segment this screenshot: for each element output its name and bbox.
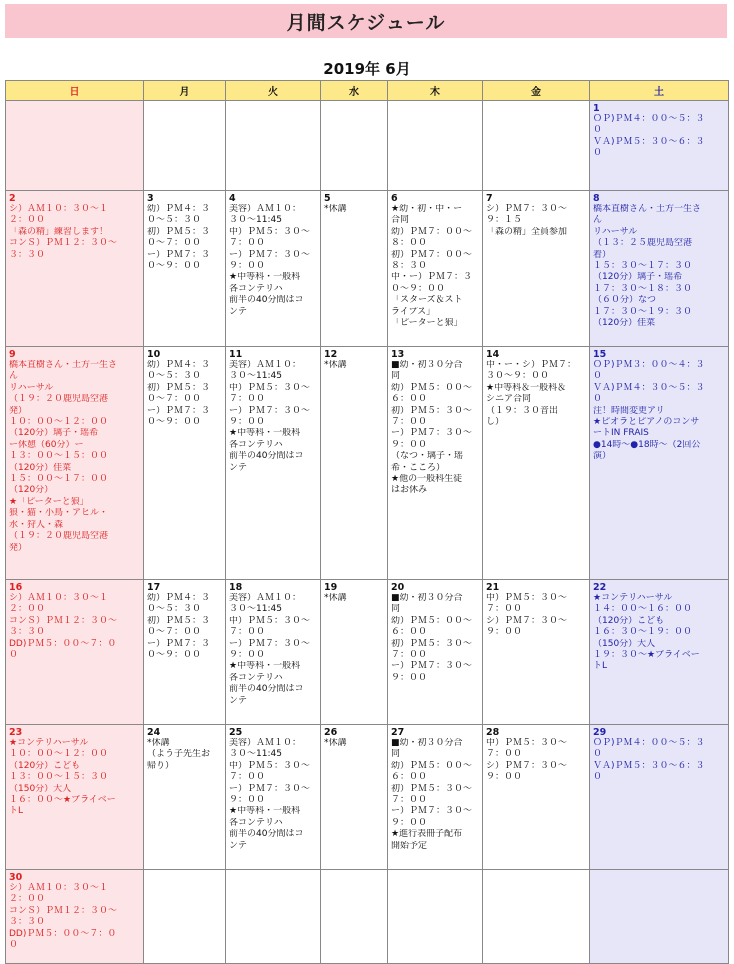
schedule-entry-line: 中）ＰＭ５：３０〜 [486, 593, 568, 603]
schedule-entry-line: ７：００ [391, 650, 428, 661]
schedule-entry-line: 幼）ＰＭ５：００〜 [391, 615, 473, 626]
schedule-entry-line: ０ [9, 940, 19, 951]
empty-day-cell [321, 101, 388, 191]
empty-day-cell [483, 870, 590, 964]
schedule-entry-line: はお休み [391, 485, 428, 496]
day-cell[interactable] [388, 191, 483, 347]
schedule-entry-line: ★ピオラとピアノのコンサ [593, 417, 700, 428]
schedule-entry-line: ３０〜11:45 [229, 604, 282, 615]
schedule-entry-line: ンテ [229, 462, 248, 473]
schedule-entry-line: 初）ＰＭ５：３ [147, 226, 211, 237]
schedule-entry-line: ー休憩（60分）ー [9, 439, 84, 450]
schedule-entry-line: シ）ＰＭ７：３０〜 [486, 615, 568, 626]
week-row [6, 191, 729, 347]
day-cell[interactable] [6, 725, 144, 870]
schedule-entry-line: ー）ＰＭ７：３０〜 [229, 638, 311, 649]
schedule-entry-line: ０ [593, 394, 603, 405]
schedule-entry-line: （よう子先生お [147, 749, 211, 760]
schedule-entry-line: （150分）大人 [593, 638, 656, 649]
schedule-entry-line: ０〜９：００ [391, 283, 446, 294]
schedule-entry-line: ０ [593, 148, 603, 159]
schedule-entry-line: リハーサル [593, 226, 638, 237]
week-row [6, 347, 729, 580]
schedule-entry-line: コンＳ）ＰＭ１２：３０〜 [9, 615, 118, 626]
schedule-entry-line: ７：００ [391, 417, 428, 428]
schedule-entry-line: ー）ＰＭ７：３０〜 [391, 661, 473, 672]
week-row [6, 101, 729, 191]
day-cell[interactable] [6, 191, 144, 347]
schedule-entry-line: ９：００ [486, 627, 523, 638]
week-row [6, 870, 729, 964]
day-cell[interactable] [144, 191, 226, 347]
schedule-entry-line: 前半の40分間はコ [229, 451, 304, 462]
empty-day-cell [144, 870, 226, 964]
schedule-entry-line: ６：００ [391, 394, 428, 405]
schedule-entry-line: ２：００ [9, 604, 46, 615]
schedule-entry-line: ３：３０ [9, 627, 46, 638]
schedule-entry-line: ー）ＰＭ７：３ [147, 405, 211, 416]
schedule-entry-line: シ）ＡＭ１０：３０〜１ [9, 883, 109, 893]
schedule-entry-line: ０〜９：００ [147, 650, 202, 661]
schedule-entry-line: シ）ＰＭ７：３０〜 [486, 204, 568, 214]
day-cell[interactable] [388, 580, 483, 725]
schedule-entry-line: 美容）ＡＭ１０： [229, 204, 302, 214]
schedule-entry-line: 初）ＰＭ５：３０〜 [391, 405, 473, 416]
weekday-header: 火 [226, 81, 321, 101]
schedule-entry-line: ９：１５ [486, 215, 523, 226]
schedule-entry-line: １０：００〜１２：００ [9, 749, 109, 760]
empty-day-cell [6, 101, 144, 191]
schedule-entry-line: 着） [593, 249, 612, 260]
schedule-entry-line: ３：３０ [9, 917, 46, 928]
schedule-entry-line: 中）ＰＭ５：３０〜 [486, 738, 568, 748]
week-row [6, 725, 729, 870]
schedule-entry-line: DD)ＰＭ５：００〜７：０ [9, 928, 117, 939]
schedule-entry-line: （なつ・璃子・瑶 [391, 451, 464, 462]
schedule-entry-line: ー）ＰＭ７：３ [147, 249, 211, 260]
schedule-entry-line: ２：００ [9, 215, 46, 226]
schedule-entry-line: 演） [593, 451, 612, 462]
schedule-entry-line: 各コンテリハ [229, 283, 283, 294]
schedule-entry-line: コンＳ）ＰＭ１２：３０〜 [9, 905, 118, 916]
schedule-entry-line: ９：００ [229, 417, 266, 428]
schedule-entry-line: ０〜５：３０ [147, 604, 202, 615]
schedule-entry-line: ７：００ [229, 627, 266, 638]
month-label: 2019年 6月 [323, 60, 411, 78]
schedule-entry-line: ０〜７：００ [147, 394, 202, 405]
schedule-entry-line: １４：００〜１６：００ [593, 604, 693, 615]
schedule-entry-line: １３：００〜１５：００ [9, 451, 109, 462]
day-cell[interactable] [226, 347, 321, 580]
schedule-entry-line: ー）ＰＭ７：３ [147, 638, 211, 649]
day-cell[interactable] [144, 725, 226, 870]
schedule-entry-line: 中）ＰＭ５：３０〜 [229, 615, 311, 626]
day-cell[interactable] [144, 347, 226, 580]
day-number: 17 [147, 582, 161, 593]
day-cell[interactable] [226, 191, 321, 347]
schedule-entry-line: 「スターズ＆スト [391, 295, 463, 306]
day-number: 28 [486, 727, 500, 738]
schedule-entry-line: ＶＡ)ＰＭ５：３０〜６：３ [593, 760, 705, 771]
schedule-entry-line: ★中等科・一般科 [229, 272, 301, 283]
schedule-entry-line: ６：００ [391, 627, 428, 638]
day-cell[interactable] [6, 870, 144, 964]
schedule-entry-line: ★コンテリハーサル [593, 593, 673, 603]
schedule-entry-line: 中）ＰＭ５：３０〜 [229, 760, 311, 771]
day-cell[interactable] [590, 580, 729, 725]
calendar-table [5, 80, 729, 964]
schedule-entry-line: ０〜７：００ [147, 238, 202, 249]
schedule-entry-line: ９：００ [391, 672, 428, 683]
schedule-entry-line: １７：３０〜１９：３０ [593, 306, 693, 317]
schedule-entry-line: 合同 [391, 215, 410, 226]
day-number: 27 [391, 727, 405, 738]
schedule-entry-line: （１９：２０鹿児島空港 [9, 531, 109, 542]
schedule-entry-line: ０〜９：００ [147, 261, 202, 272]
schedule-entry-line: 橋本直樹さん・土方一生さ [9, 360, 118, 370]
schedule-entry-line: ー）ＰＭ７：３０〜 [391, 428, 473, 439]
schedule-entry-line: ７：００ [229, 394, 266, 405]
schedule-entry-line: *休講 [324, 204, 347, 214]
schedule-entry-line: 初）ＰＭ７：００〜 [391, 249, 473, 260]
empty-day-cell [590, 870, 729, 964]
day-number: 1 [593, 103, 600, 114]
schedule-entry-line: （１９：２０鹿児島空港 [9, 394, 109, 405]
schedule-entry-line: 初）ＰＭ５：３０〜 [391, 638, 473, 649]
schedule-entry-line: 初）ＰＭ５：３ [147, 382, 211, 393]
schedule-entry-line: 各コンテリハ [229, 672, 283, 683]
schedule-entry-line: １９：３０〜★プライベー [593, 650, 700, 661]
schedule-entry-line: 注！時間変更アリ [593, 405, 665, 416]
schedule-entry-line: ■幼・初３０分合 [391, 593, 463, 603]
schedule-entry-line: 各コンテリハ [229, 439, 283, 450]
schedule-entry-line: 中）ＰＭ５：３０〜 [229, 382, 311, 393]
schedule-entry-line: （150分）大人 [9, 783, 72, 794]
schedule-entry-line: 「森の精」全員参加 [486, 226, 568, 237]
schedule-entry-line: （120分）佳菜 [593, 318, 656, 329]
day-number: 7 [486, 193, 493, 204]
schedule-entry-line: シ）ＡＭ１０：３０〜１ [9, 204, 109, 214]
day-number: 21 [486, 582, 500, 593]
day-number: 12 [324, 349, 338, 360]
schedule-entry-line: 同 [391, 749, 401, 760]
schedule-entry-line: ９：００ [486, 772, 523, 783]
schedule-entry-line: 前半の40分間はコ [229, 684, 304, 695]
day-number: 10 [147, 349, 161, 360]
empty-day-cell [226, 101, 321, 191]
schedule-entry-line: ３：３０ [9, 249, 46, 260]
schedule-entry-line: 幼）ＰＭ４：３ [147, 204, 211, 214]
schedule-entry-line: ＯＰ)ＰＭ３：００〜４：３ [593, 360, 705, 370]
day-cell[interactable] [483, 347, 590, 580]
schedule-entry-line: ８：３０ [391, 261, 428, 272]
schedule-entry-line: 美容）ＡＭ１０： [229, 738, 302, 748]
schedule-entry-line: 幼）ＰＭ５：００〜 [391, 382, 473, 393]
schedule-entry-line: ０〜９：００ [147, 417, 202, 428]
empty-day-cell [144, 101, 226, 191]
schedule-entry-line: ★中等科＆一般科＆ [486, 382, 567, 393]
schedule-entry-line: ０ [593, 371, 603, 382]
schedule-entry-line: *休講 [147, 738, 170, 748]
schedule-entry-line: リハーサル [9, 382, 54, 393]
day-cell[interactable] [483, 725, 590, 870]
day-cell[interactable] [483, 191, 590, 347]
schedule-entry-line: ★幼・初・中・ー [391, 204, 463, 214]
schedule-entry-line: ★他の一般科生徒 [391, 474, 463, 485]
day-cell[interactable] [483, 580, 590, 725]
schedule-entry-line: ん [593, 215, 603, 226]
schedule-entry-line: ３０〜11:45 [229, 749, 282, 760]
schedule-entry-line: 発） [9, 405, 28, 416]
schedule-entry-line: 開始予定 [391, 840, 428, 851]
schedule-entry-line: ＯＰ)ＰＭ４：００〜５：３ [593, 114, 705, 124]
schedule-entry-line: DD)ＰＭ５：００〜７：０ [9, 638, 117, 649]
schedule-entry-line: ９：００ [391, 439, 428, 450]
schedule-entry-line: （６０分）なつ [593, 295, 657, 306]
day-cell[interactable] [388, 725, 483, 870]
schedule-entry-line: １６：００〜★プライベー [9, 795, 116, 806]
schedule-entry-line: ★コンテリハーサル [9, 738, 89, 748]
schedule-entry-line: ＶＡ)ＰＭ４：３０〜５：３ [593, 382, 705, 393]
schedule-entry-line: トL [9, 806, 24, 817]
day-cell[interactable] [590, 101, 729, 191]
schedule-entry-line: 希・こころ） [391, 462, 446, 473]
schedule-entry-line: ー）ＰＭ７：３０〜 [229, 783, 311, 794]
schedule-entry-line: 幼）ＰＭ４：３ [147, 360, 211, 370]
schedule-entry-line: *休講 [324, 593, 347, 603]
weekday-header: 水 [321, 81, 388, 101]
schedule-entry-line: トL [593, 661, 608, 672]
day-cell[interactable] [590, 347, 729, 580]
schedule-entry-line: ０〜７：００ [147, 627, 202, 638]
day-number: 22 [593, 582, 607, 593]
schedule-entry-line: 前半の40分間はコ [229, 829, 304, 840]
schedule-entry-line: （１３：２５鹿児島空港 [593, 238, 693, 249]
schedule-entry-line: *休講 [324, 738, 347, 748]
day-cell[interactable] [321, 580, 388, 725]
weekday-header-row [6, 81, 729, 101]
day-number: 30 [9, 872, 23, 883]
schedule-entry-line: ９：００ [229, 261, 266, 272]
day-number: 19 [324, 582, 338, 593]
schedule-entry-line: ん [9, 371, 19, 382]
schedule-entry-line: ７：００ [486, 604, 523, 615]
week-row [6, 580, 729, 725]
day-cell[interactable] [321, 191, 388, 347]
empty-day-cell [321, 870, 388, 964]
day-cell[interactable] [226, 725, 321, 870]
schedule-entry-line: シ）ＰＭ７：３０〜 [486, 760, 568, 771]
empty-day-cell [483, 101, 590, 191]
schedule-entry-line: ートIN FRAIS [593, 428, 649, 439]
page-title: 月間スケジュール [286, 11, 446, 34]
schedule-entry-line: ７：００ [229, 238, 266, 249]
schedule-entry-line: 幼）ＰＭ７：００〜 [391, 226, 473, 237]
schedule-entry-line: 発） [9, 542, 28, 553]
schedule-entry-line: ンテ [229, 695, 248, 706]
schedule-entry-line: １０：００〜１２：００ [9, 417, 109, 428]
day-number: 15 [593, 349, 607, 360]
day-cell[interactable] [590, 191, 729, 347]
schedule-entry-line: 中・ー）ＰＭ７：３ [391, 272, 473, 283]
day-number: 20 [391, 582, 405, 593]
day-number: 4 [229, 193, 236, 204]
day-cell[interactable] [6, 347, 144, 580]
schedule-entry-line: 水・狩人・森 [9, 519, 64, 530]
schedule-entry-line: 「ピーターと狼」 [391, 318, 463, 329]
weekday-header: 木 [388, 81, 483, 101]
schedule-entry-line: ★中等科・一般科 [229, 661, 301, 672]
schedule-entry-line: ＶＡ)ＰＭ５：３０〜６：３ [593, 136, 705, 147]
schedule-entry-line: 各コンテリハ [229, 817, 283, 828]
schedule-entry-line: 美容）ＡＭ１０： [229, 593, 302, 603]
schedule-entry-line: ★中等科・一般科 [229, 428, 301, 439]
schedule-entry-line: 美容）ＡＭ１０： [229, 360, 302, 370]
schedule-entry-line: ９：００ [229, 650, 266, 661]
schedule-entry-line: 初）ＰＭ５：３０〜 [391, 783, 473, 794]
schedule-entry-line: １７：３０〜１８：３０ [593, 283, 693, 294]
weekday-header: 月 [144, 81, 226, 101]
schedule-entry-line: ７：００ [486, 749, 523, 760]
schedule-entry-line: 同 [391, 371, 401, 382]
schedule-entry-line: 幼）ＰＭ５：００〜 [391, 760, 473, 771]
schedule-entry-line: １３：００〜１５：３０ [9, 772, 109, 783]
schedule-entry-line: １６：３０〜１９：００ [593, 627, 693, 638]
day-number: 13 [391, 349, 405, 360]
day-cell[interactable] [321, 347, 388, 580]
day-number: 25 [229, 727, 243, 738]
schedule-entry-line: ンテ [229, 840, 248, 851]
schedule-entry-line: 中）ＰＭ５：３０〜 [229, 226, 311, 237]
schedule-entry-line: （120分）璃子・瑶希 [9, 428, 99, 439]
schedule-entry-line: ０ [593, 749, 603, 760]
empty-day-cell [388, 101, 483, 191]
schedule-entry-line: 前半の40分間はコ [229, 295, 304, 306]
schedule-entry-line: 幼）ＰＭ４：３ [147, 593, 211, 603]
day-number: 23 [9, 727, 23, 738]
schedule-entry-line: （120分）こども [593, 615, 665, 626]
schedule-entry-line: ０〜５：３０ [147, 215, 202, 226]
schedule-entry-line: 橋本直樹さん・土方一生さ [593, 204, 702, 214]
schedule-entry-line: ー）ＰＭ７：３０〜 [229, 405, 311, 416]
schedule-entry-line: 中・ー・シ）ＰＭ７： [486, 360, 577, 370]
day-number: 14 [486, 349, 500, 360]
day-number: 16 [9, 582, 23, 593]
day-number: 11 [229, 349, 243, 360]
schedule-entry-line: シ）ＡＭ１０：３０〜１ [9, 593, 109, 603]
day-cell[interactable] [388, 347, 483, 580]
schedule-entry-line: ２：００ [9, 894, 46, 905]
schedule-entry-line: ★中等科・一般科 [229, 806, 301, 817]
schedule-entry-line: 初）ＰＭ５：３ [147, 615, 211, 626]
schedule-entry-line: （120分）こども [9, 760, 81, 771]
schedule-entry-line: 「森の精」練習します！ [9, 226, 109, 237]
schedule-entry-line: コンＳ）ＰＭ１２：３０〜 [9, 238, 118, 249]
schedule-entry-line: （１９：３０音出 [486, 405, 559, 416]
schedule-entry-line: し） [486, 417, 505, 428]
schedule-entry-line: 帰り） [147, 760, 175, 771]
day-number: 3 [147, 193, 154, 204]
schedule-entry-line: ★進行表冊子配布 [391, 829, 463, 840]
schedule-entry-line: １５：３０〜１７：３０ [593, 261, 693, 272]
schedule-entry-line: ８：００ [391, 238, 428, 249]
empty-day-cell [226, 870, 321, 964]
day-cell[interactable] [144, 580, 226, 725]
day-number: 24 [147, 727, 161, 738]
day-number: 8 [593, 193, 600, 204]
schedule-entry-line: ６：００ [391, 772, 428, 783]
schedule-entry-line: １５：００〜１７：００ [9, 474, 109, 485]
schedule-entry-line: （120分）佳菜 [9, 462, 72, 473]
schedule-entry-line: ライプス」 [391, 306, 436, 317]
weekday-header: 金 [483, 81, 590, 101]
schedule-entry-line: ■幼・初３０分合 [391, 360, 463, 370]
day-number: 26 [324, 727, 338, 738]
schedule-entry-line: ●14時〜●18時〜（2回公 [593, 439, 701, 450]
schedule-entry-line: ０ [593, 125, 603, 136]
schedule-entry-line: ンテ [229, 306, 248, 317]
schedule-entry-line: ３０〜11:45 [229, 215, 282, 226]
schedule-entry-line: *休講 [324, 360, 347, 370]
schedule-entry-line: ＯＰ)ＰＭ４：００〜５：３ [593, 738, 705, 748]
schedule-entry-line: 狼・猫・小鳥・アヒル・ [9, 508, 109, 519]
schedule-entry-line: （120分） [9, 485, 54, 496]
schedule-entry-line: 同 [391, 604, 401, 615]
schedule-entry-line: ０〜５：３０ [147, 371, 202, 382]
day-cell[interactable] [321, 725, 388, 870]
schedule-entry-line: ー）ＰＭ７：３０〜 [229, 249, 311, 260]
day-cell[interactable] [6, 580, 144, 725]
schedule-entry-line: ７：００ [391, 795, 428, 806]
schedule-entry-line: ３０〜11:45 [229, 371, 282, 382]
schedule-entry-line: ★「ピーターと狼」 [9, 496, 89, 507]
schedule-entry-line: ー）ＰＭ７：３０〜 [391, 806, 473, 817]
schedule-entry-line: シニア合同 [486, 394, 532, 405]
schedule-entry-line: （120分）璃子・瑶希 [593, 272, 683, 283]
weekday-header: 土 [590, 81, 729, 101]
schedule-entry-line: ９：００ [391, 817, 428, 828]
schedule-entry-line: ■幼・初３０分合 [391, 738, 463, 748]
schedule-entry-line: ７：００ [229, 772, 266, 783]
day-number: 29 [593, 727, 607, 738]
day-number: 2 [9, 193, 16, 204]
empty-day-cell [388, 870, 483, 964]
weekday-header: 日 [6, 81, 144, 101]
day-cell[interactable] [590, 725, 729, 870]
day-number: 18 [229, 582, 243, 593]
schedule-entry-line: ０ [9, 650, 19, 661]
page-title-bar [5, 4, 727, 38]
day-cell[interactable] [226, 580, 321, 725]
schedule-entry-line: ０ [593, 772, 603, 783]
schedule-entry-line: ９：００ [229, 795, 266, 806]
day-number: 6 [391, 193, 398, 204]
day-number: 9 [9, 349, 16, 360]
day-number: 5 [324, 193, 331, 204]
schedule-entry-line: ３０〜９：００ [486, 371, 550, 382]
